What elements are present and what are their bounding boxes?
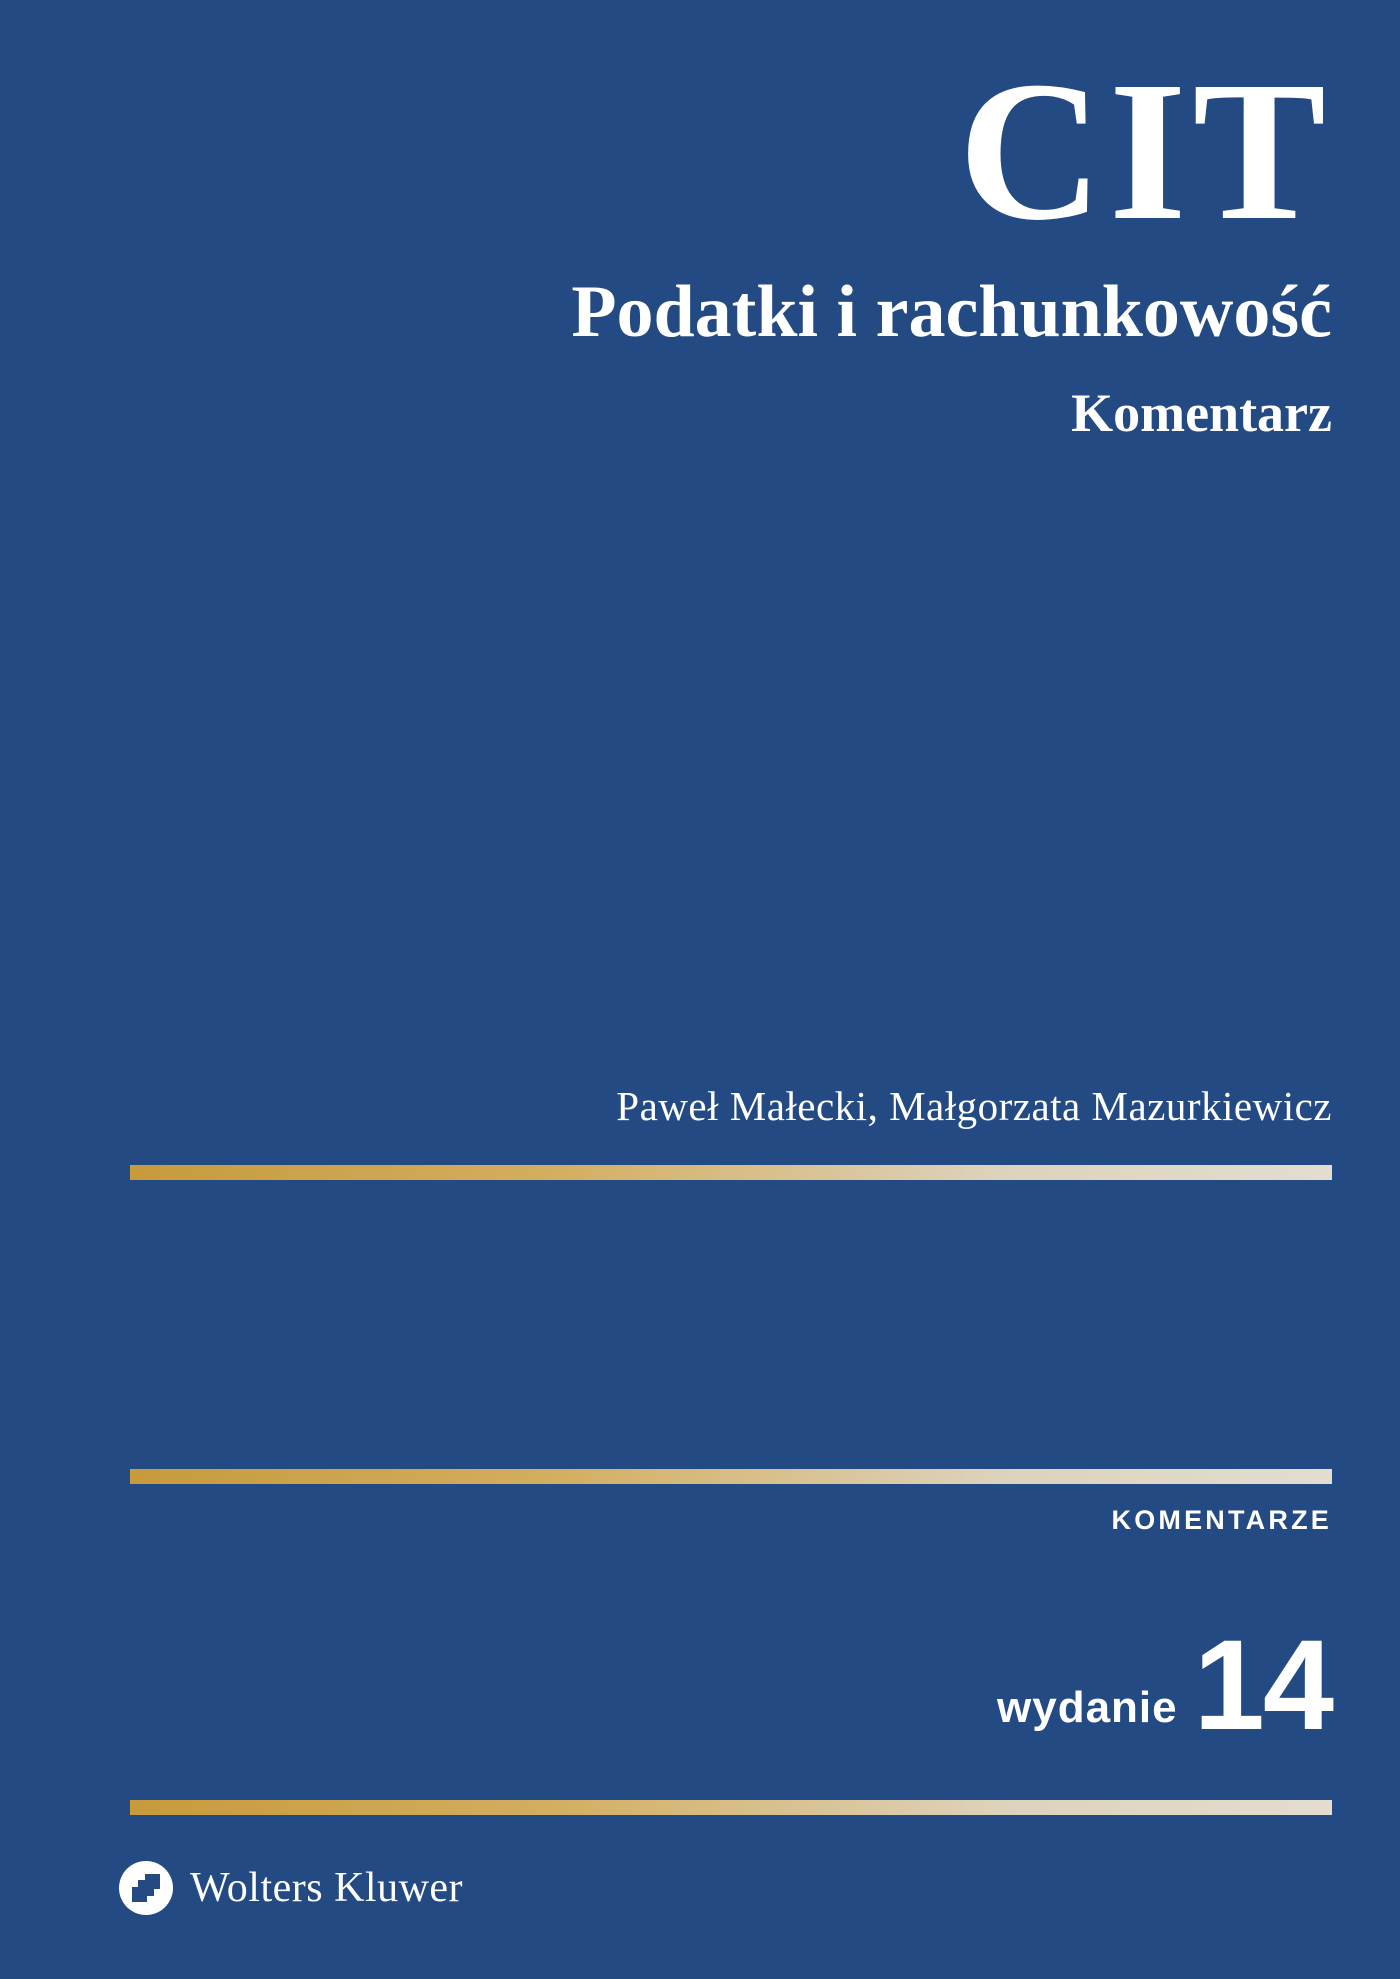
edition-number: 14 <box>1193 1614 1332 1757</box>
edition-label: wydanie <box>997 1682 1178 1732</box>
series-label: KOMENTARZE <box>1111 1505 1332 1535</box>
wolters-kluwer-mark-icon <box>118 1860 174 1916</box>
publisher-logo <box>118 1860 463 1916</box>
page-title: CIT <box>958 41 1332 262</box>
edition-block <box>997 1614 1332 1757</box>
divider-rule-bottom <box>130 1800 1332 1815</box>
cover-subtitle: Podatki i rachunkowość <box>571 271 1332 353</box>
cover-kind: Komentarz <box>1071 383 1332 444</box>
title-block <box>200 41 1332 446</box>
publisher-name: Wolters Kluwer <box>190 1865 464 1911</box>
divider-rule-middle <box>130 1469 1332 1484</box>
divider-rule-top <box>130 1165 1332 1180</box>
author-names: Paweł Małecki, Małgorzata Mazurkiewicz <box>616 1083 1332 1129</box>
